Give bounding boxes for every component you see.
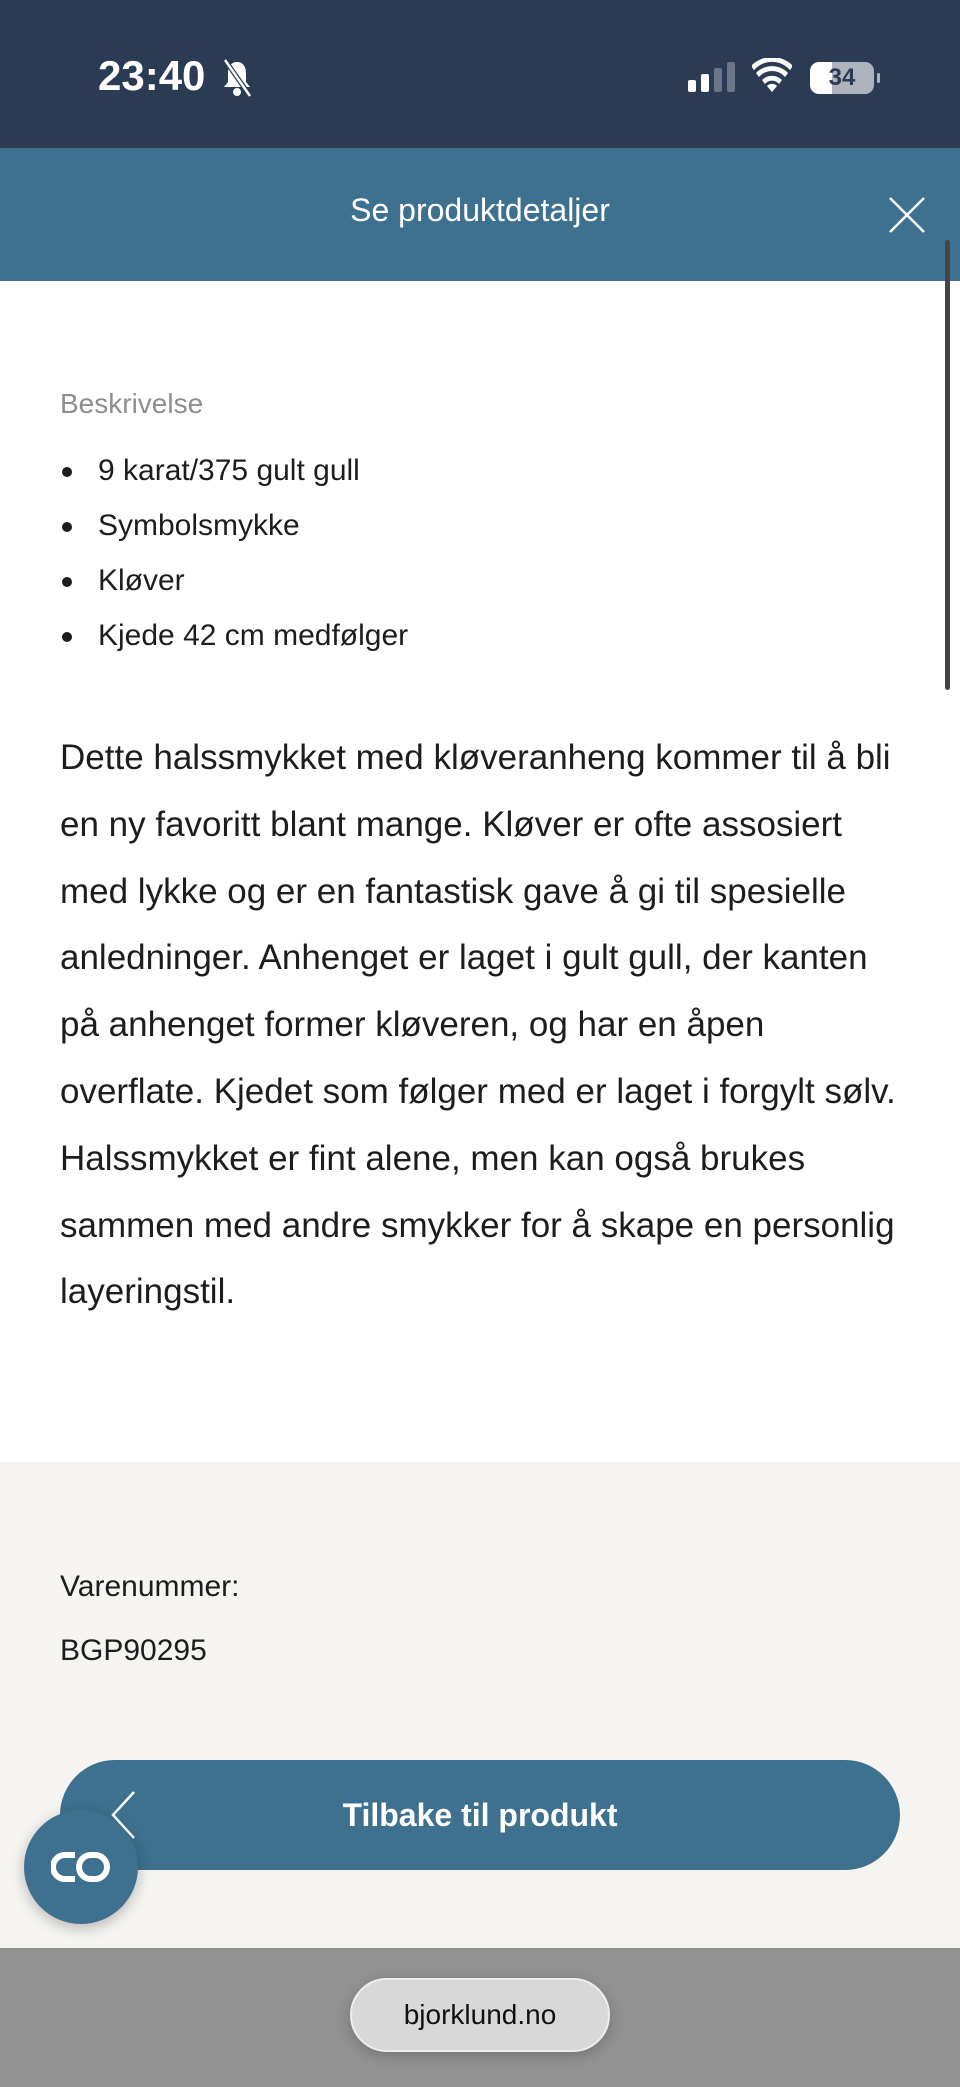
- description-label: Beskrivelse: [60, 388, 204, 419]
- description-paragraph: Dette halssmykket med kløveranheng kommer til å bli en ny favoritt blant mange. Kløver er ofte assosiert med lykke og er en fantastisk gave å gi til spesielle anledninger. Anhenget er laget i gult gull, der kanten på anhenget former kløveren, og har en åpen overflate. Kjedet som følger med er laget i forgylt sølv. Halssmykket er fint alene, men kan også brukes sammen med andre smykker for å skape en personlig layeringstil.: [60, 738, 896, 1312]
- list-item: Kjede 42 cm medfølger: [60, 615, 408, 670]
- status-bar: [0, 0, 960, 148]
- item-section: [0, 1462, 960, 1948]
- wifi-icon: [752, 58, 792, 94]
- list-item: Symbolsmykke: [60, 505, 408, 560]
- back-button-label: Tilbake til produkt: [342, 1797, 618, 1833]
- chat-logo-icon: [51, 1847, 111, 1887]
- list-item: 9 karat/375 gult gull: [60, 450, 408, 505]
- item-number-label: Varenummer:: [60, 1570, 240, 1603]
- url-pill[interactable]: bjorklund.no: [350, 1978, 610, 2052]
- battery-indicator: 34: [810, 62, 874, 94]
- close-icon[interactable]: [888, 196, 926, 234]
- item-number: BGP90295: [60, 1634, 207, 1667]
- signal-icon: [688, 62, 735, 92]
- list-item: Kløver: [60, 560, 408, 615]
- back-to-product-button[interactable]: [60, 1760, 900, 1870]
- scrollbar[interactable]: [945, 240, 950, 690]
- description-bullets: [60, 450, 408, 670]
- status-time: 23:40: [98, 52, 206, 99]
- chat-button[interactable]: [24, 1810, 138, 1924]
- silent-bell-icon: [222, 58, 252, 98]
- modal-title: Se produktdetaljer: [350, 192, 610, 228]
- modal-header: [0, 148, 960, 281]
